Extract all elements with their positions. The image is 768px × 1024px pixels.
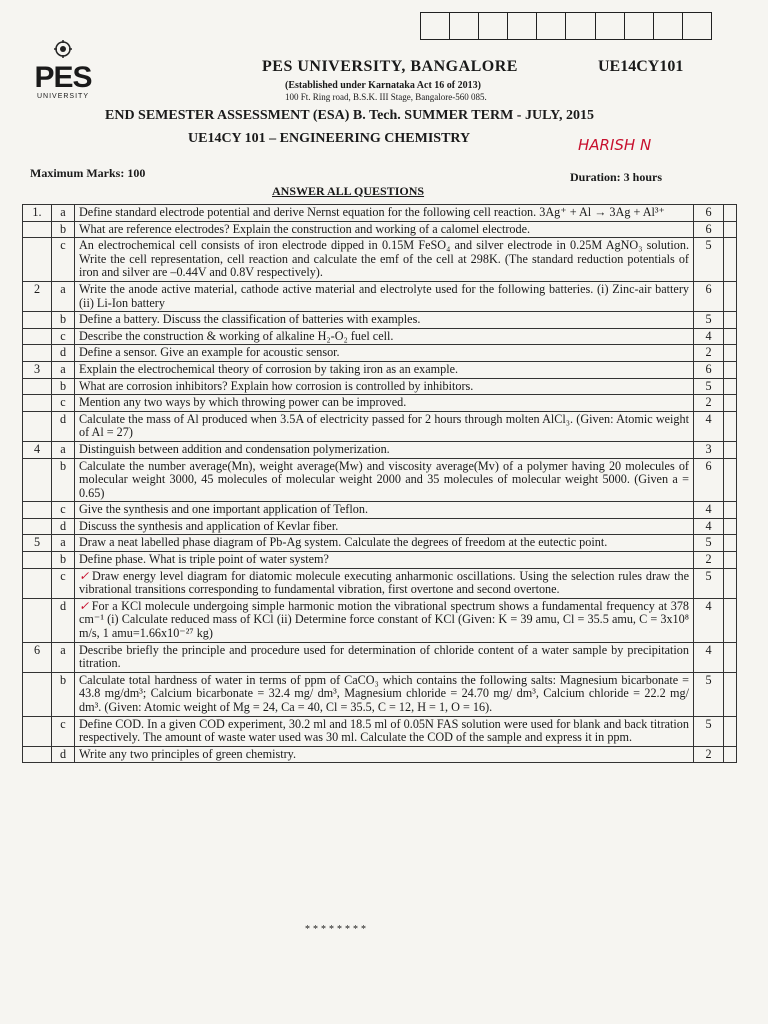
- question-text: Mention any two ways by which throwing power can be improved.: [75, 395, 694, 412]
- question-part: c: [52, 328, 75, 345]
- question-number: [23, 672, 52, 716]
- question-row: [23, 238, 737, 282]
- margin-cell: [724, 395, 737, 412]
- margin-cell: [724, 552, 737, 569]
- tick-mark: ✓: [79, 598, 90, 613]
- question-text: Define COD. In a given COD experiment, 30.2 ml and 18.5 ml of 0.05N FAS solution were used for blank and back titration respectively. The amount of waste water used was 30 ml. Calculate the COD of the sample and express it in ppm.: [75, 716, 694, 746]
- question-text: Define a sensor. Give an example for acoustic sensor.: [75, 345, 694, 362]
- question-marks: 5: [694, 672, 724, 716]
- question-marks: 5: [694, 716, 724, 746]
- question-number: 6: [23, 642, 52, 672]
- question-marks: 4: [694, 411, 724, 441]
- question-row: [23, 502, 737, 519]
- question-part: a: [52, 535, 75, 552]
- question-row: [23, 411, 737, 441]
- question-marks: 5: [694, 378, 724, 395]
- question-marks: 5: [694, 535, 724, 552]
- handwritten-name: HARISH N: [578, 136, 652, 154]
- pes-logo: [32, 40, 94, 100]
- question-marks: 4: [694, 518, 724, 535]
- margin-cell: [724, 312, 737, 329]
- question-row: [23, 672, 737, 716]
- question-marks: 6: [694, 458, 724, 502]
- question-number: [23, 345, 52, 362]
- margin-cell: [724, 441, 737, 458]
- question-row: [23, 458, 737, 502]
- margin-cell: [724, 746, 737, 763]
- question-text: Write the anode active material, cathode active material and electrolyte used for the following batteries. (i) Zinc-air battery (ii) Li-Ion battery: [75, 281, 694, 311]
- question-part: b: [52, 378, 75, 395]
- question-marks: 2: [694, 395, 724, 412]
- margin-cell: [724, 568, 737, 598]
- logo-text: PES: [34, 61, 92, 94]
- question-number: [23, 716, 52, 746]
- question-marks: 2: [694, 552, 724, 569]
- question-number: [23, 746, 52, 763]
- margin-cell: [724, 518, 737, 535]
- logo-subtext: UNIVERSITY: [36, 93, 89, 100]
- question-text-content: For a KCl molecule undergoing simple harmonic motion the vibrational spectrum shows a fundamental frequency at 378 cm⁻¹ (i) Calculate reduced mass of KCl (ii) Determine force constant of KCl (Given: K = 39 amu, Cl = 35.5 amu, C = 3x10⁸ m/s, 1 amu=1.66x10⁻²⁷ kg): [79, 598, 690, 641]
- question-number: [23, 328, 52, 345]
- question-number: [23, 411, 52, 441]
- question-part: d: [52, 746, 75, 763]
- question-marks: 6: [694, 361, 724, 378]
- question-text-content: Draw energy level diagram for diatomic molecule executing anharmonic oscillations. Using the selection rules draw the vibrational transitions corresponding to fundamental vibration, first overtone and second overtone.: [79, 568, 689, 597]
- max-marks: Maximum Marks: 100: [30, 166, 146, 180]
- margin-cell: [724, 328, 737, 345]
- question-part: a: [52, 441, 75, 458]
- question-row: [23, 378, 737, 395]
- question-marks: 2: [694, 345, 724, 362]
- question-number: [23, 518, 52, 535]
- margin-cell: [724, 281, 737, 311]
- question-text: What are reference electrodes? Explain the construction and working of a calomel electrode.: [75, 221, 694, 238]
- question-row: [23, 361, 737, 378]
- question-number: [23, 552, 52, 569]
- question-row: [23, 205, 737, 222]
- question-text: What are corrosion inhibitors? Explain how corrosion is controlled by inhibitors.: [75, 378, 694, 395]
- question-row: [23, 552, 737, 569]
- question-marks: 3: [694, 441, 724, 458]
- question-text: Define a battery. Discuss the classification of batteries with examples.: [75, 312, 694, 329]
- question-text: Define phase. What is triple point of water system?: [75, 552, 694, 569]
- question-part: b: [52, 221, 75, 238]
- question-part: b: [52, 458, 75, 502]
- question-number: [23, 312, 52, 329]
- margin-cell: [724, 205, 737, 222]
- question-part: a: [52, 281, 75, 311]
- question-text: Draw a neat labelled phase diagram of Pb-Ag system. Calculate the degrees of freedom at the eutectic point.: [75, 535, 694, 552]
- question-part: a: [52, 361, 75, 378]
- question-rows: [23, 205, 737, 763]
- end-marker: ********: [305, 924, 369, 935]
- question-text: Calculate the mass of Al produced when 3.5A of electricity passed for 2 hours through molten AlCl₃. (Given: Atomic weight of Al = 27): [75, 411, 694, 441]
- question-number: [23, 458, 52, 502]
- question-marks: 2: [694, 746, 724, 763]
- question-row: [23, 345, 737, 362]
- question-text: Distinguish between addition and condensation polymerization.: [75, 441, 694, 458]
- question-text: [75, 568, 694, 598]
- question-marks: 5: [694, 238, 724, 282]
- exam-title: END SEMESTER ASSESSMENT (ESA) B. Tech. SUMMER TERM - JULY, 2015: [105, 108, 594, 123]
- question-row: [23, 395, 737, 412]
- question-text: Give the synthesis and one important application of Teflon.: [75, 502, 694, 519]
- course-code: UE14CY101: [598, 58, 684, 75]
- university-address: 100 Ft. Ring road, B.S.K. III Stage, Bangalore-560 085.: [285, 92, 487, 102]
- margin-cell: [724, 642, 737, 672]
- university-name: PES UNIVERSITY, BANGALORE: [262, 58, 518, 75]
- margin-cell: [724, 598, 737, 642]
- question-row: [23, 221, 737, 238]
- question-row: [23, 746, 737, 763]
- question-number: [23, 378, 52, 395]
- question-number: [23, 502, 52, 519]
- question-row: [23, 312, 737, 329]
- question-number: [23, 221, 52, 238]
- emblem-icon: [52, 40, 74, 58]
- question-text: Describe briefly the principle and procedure used for determination of chloride content of a water sample by precipitation titration.: [75, 642, 694, 672]
- question-marks: 4: [694, 502, 724, 519]
- margin-cell: [724, 345, 737, 362]
- question-number: 2: [23, 281, 52, 311]
- margin-cell: [724, 378, 737, 395]
- margin-cell: [724, 238, 737, 282]
- question-part: a: [52, 205, 75, 222]
- question-text: An electrochemical cell consists of iron electrode dipped in 0.15M FeSO₄ and silver electrode in 0.25M AgNO₃ solution. Write the cell representation, cell reaction and calculate the emf of the cell at 298K. (The standard reduction potentials of iron and silver are –0.44V and 0.8V respectively).: [75, 238, 694, 282]
- question-marks: 5: [694, 568, 724, 598]
- question-part: b: [52, 552, 75, 569]
- question-text: Calculate the number average(Mn), weight average(Mw) and viscosity average(Mv) of a polymer having 20 molecules of molecular weight 3000, 45 molecules of molecular weight 2000 and 35 molecules of molecular weight 5000. (Given a = 0.65): [75, 458, 694, 502]
- question-marks: 5: [694, 312, 724, 329]
- question-text: Explain the electrochemical theory of corrosion by taking iron as an example.: [75, 361, 694, 378]
- question-text: Write any two principles of green chemistry.: [75, 746, 694, 763]
- question-part: d: [52, 411, 75, 441]
- question-text: Calculate total hardness of water in terms of ppm of CaCO₃ which contains the following salts: Magnesium bicarbonate = 43.8 mg/dm³; Calcium bicarbonate = 32.4 mg/ dm³, Magnesium chloride = 24.70 mg/ dm³, Calcium chloride = 22.2 mg/ dm³. (Given: Atomic weight of Mg = 24, Ca = 40, Cl = 35.5, C = 12, H = 1, O = 16).: [75, 672, 694, 716]
- question-part: c: [52, 238, 75, 282]
- instruction: ANSWER ALL QUESTIONS: [272, 184, 425, 198]
- margin-cell: [724, 458, 737, 502]
- question-part: a: [52, 642, 75, 672]
- question-part: b: [52, 672, 75, 716]
- question-part: c: [52, 395, 75, 412]
- established-note: (Established under Karnataka Act 16 of 2013): [285, 80, 481, 91]
- question-number: [23, 395, 52, 412]
- question-row: [23, 535, 737, 552]
- question-row: [23, 441, 737, 458]
- question-number: 5: [23, 535, 52, 552]
- question-table: [22, 204, 737, 763]
- question-marks: 6: [694, 281, 724, 311]
- question-row: [23, 281, 737, 311]
- course-title: UE14CY 101 – ENGINEERING CHEMISTRY: [188, 131, 471, 146]
- question-marks: 6: [694, 221, 724, 238]
- question-part: d: [52, 598, 75, 642]
- question-marks: 4: [694, 328, 724, 345]
- question-number: 4: [23, 441, 52, 458]
- question-number: [23, 568, 52, 598]
- question-number: [23, 238, 52, 282]
- question-number: [23, 598, 52, 642]
- question-number: 3: [23, 361, 52, 378]
- question-text: [75, 598, 694, 642]
- question-marks: 4: [694, 598, 724, 642]
- margin-cell: [724, 361, 737, 378]
- margin-cell: [724, 502, 737, 519]
- margin-cell: [724, 535, 737, 552]
- question-marks: 6: [694, 205, 724, 222]
- question-part: c: [52, 502, 75, 519]
- question-text: Define standard electrode potential and derive Nernst equation for the following cell reaction. 3Ag⁺ + Al → 3Ag + Al³⁺: [75, 205, 694, 222]
- margin-cell: [724, 716, 737, 746]
- tick-mark: ✓: [79, 568, 91, 583]
- usn-boxes: [420, 12, 712, 40]
- margin-cell: [724, 672, 737, 716]
- margin-cell: [724, 221, 737, 238]
- question-text: Discuss the synthesis and application of Kevlar fiber.: [75, 518, 694, 535]
- question-marks: 4: [694, 642, 724, 672]
- margin-cell: [724, 411, 737, 441]
- question-row: [23, 642, 737, 672]
- question-part: c: [52, 716, 75, 746]
- duration: Duration: 3 hours: [570, 170, 663, 184]
- question-part: b: [52, 312, 75, 329]
- question-row: [23, 518, 737, 535]
- question-part: c: [52, 568, 75, 598]
- question-text: Describe the construction & working of alkaline H₂-O₂ fuel cell.: [75, 328, 694, 345]
- question-row: [23, 598, 737, 642]
- question-part: d: [52, 518, 75, 535]
- question-row: [23, 328, 737, 345]
- question-number: 1.: [23, 205, 52, 222]
- question-part: d: [52, 345, 75, 362]
- question-row: [23, 716, 737, 746]
- question-row: [23, 568, 737, 598]
